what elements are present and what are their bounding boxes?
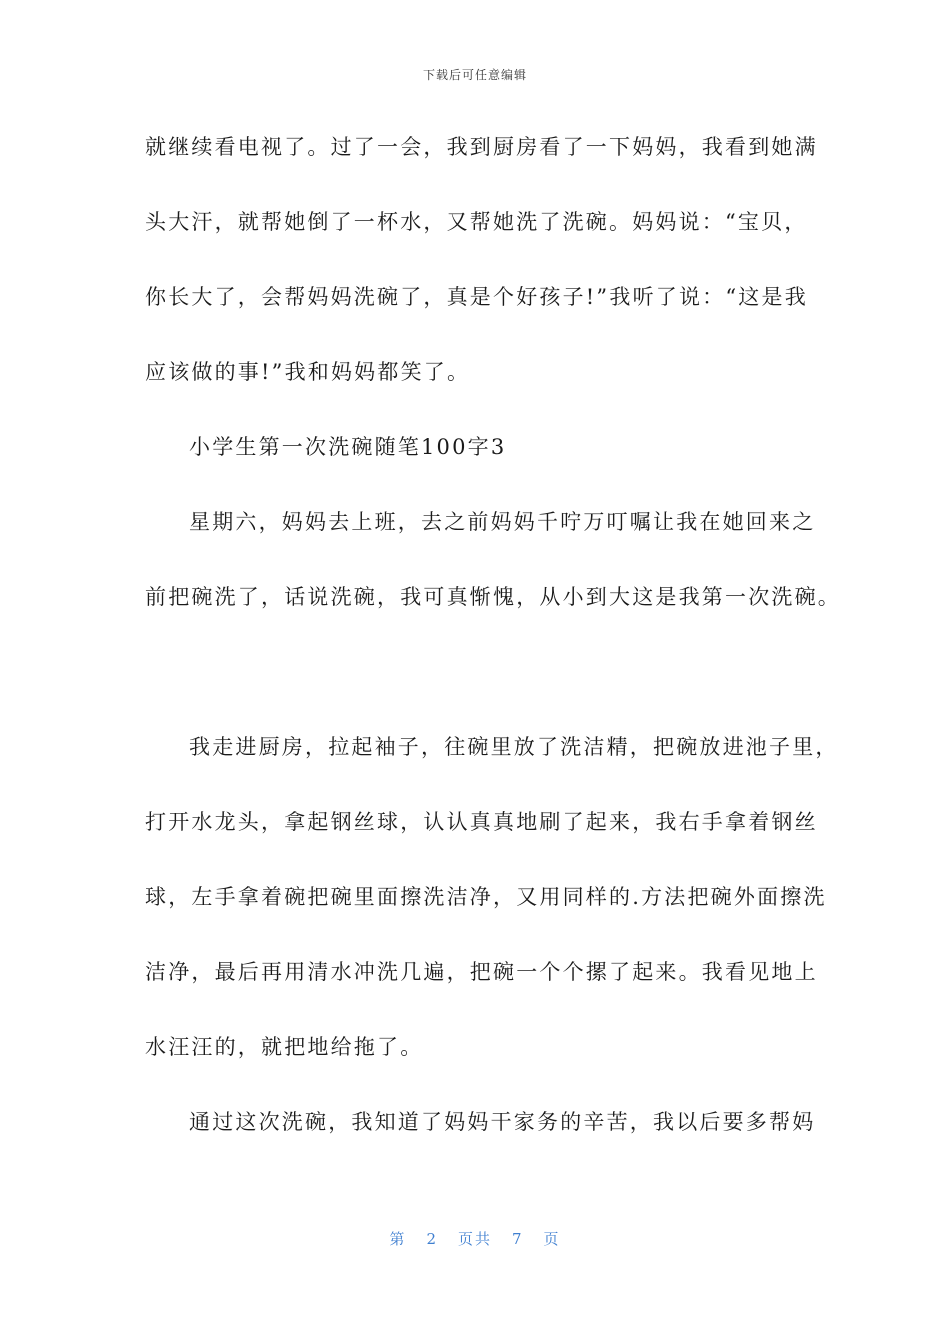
paragraph-line: 球，左手拿着碗把碗里面擦洗洁净，又用同样的.方法把碗外面擦洗 [145,885,827,909]
section-heading: 小学生第一次洗碗随笔100字3 [189,435,507,459]
current-page-number: 2 [426,1230,438,1248]
page-label-middle: 页共 [457,1230,492,1248]
paragraph-line: 头大汗，就帮她倒了一杯水，又帮她洗了洗碗。妈妈说：“宝贝， [145,210,808,234]
paragraph-line: 你长大了，会帮妈妈洗碗了，真是个好孩子!”我听了说：“这是我 [145,285,808,309]
paragraph-line: 通过这次洗碗，我知道了妈妈干家务的辛苦，我以后要多帮妈 [189,1110,816,1134]
paragraph-line: 打开水龙头，拿起钢丝球，认认真真地刷了起来，我右手拿着钢丝 [145,810,818,834]
paragraph-spacer [145,651,810,726]
paragraph-line: 水汪汪的，就把地给拖了。 [145,1035,424,1059]
page-label-prefix: 第 [389,1230,407,1248]
paragraph-line: 前把碗洗了，话说洗碗，我可真惭愧，从小到大这是我第一次洗碗。 [145,585,841,609]
document-body [145,126,841,1176]
page-label-suffix: 页 [543,1230,561,1248]
header-note: 下载后可任意编辑 [422,68,527,82]
paragraph-line: 我走进厨房，拉起袖子，往碗里放了洗洁精，把碗放进池子里， [189,735,839,759]
paragraph-line: 星期六，妈妈去上班，去之前妈妈千咛万叮嘱让我在她回来之 [189,510,816,534]
paragraph-line: 就继续看电视了。过了一会，我到厨房看了一下妈妈，我看到她满 [145,135,818,159]
page-footer [0,1228,950,1249]
paragraph-line: 洁净，最后再用清水冲洗几遍，把碗一个个摞了起来。我看见地上 [145,960,818,984]
total-pages-number: 7 [512,1230,524,1248]
paragraph-line: 应该做的事!”我和妈妈都笑了。 [145,360,471,384]
